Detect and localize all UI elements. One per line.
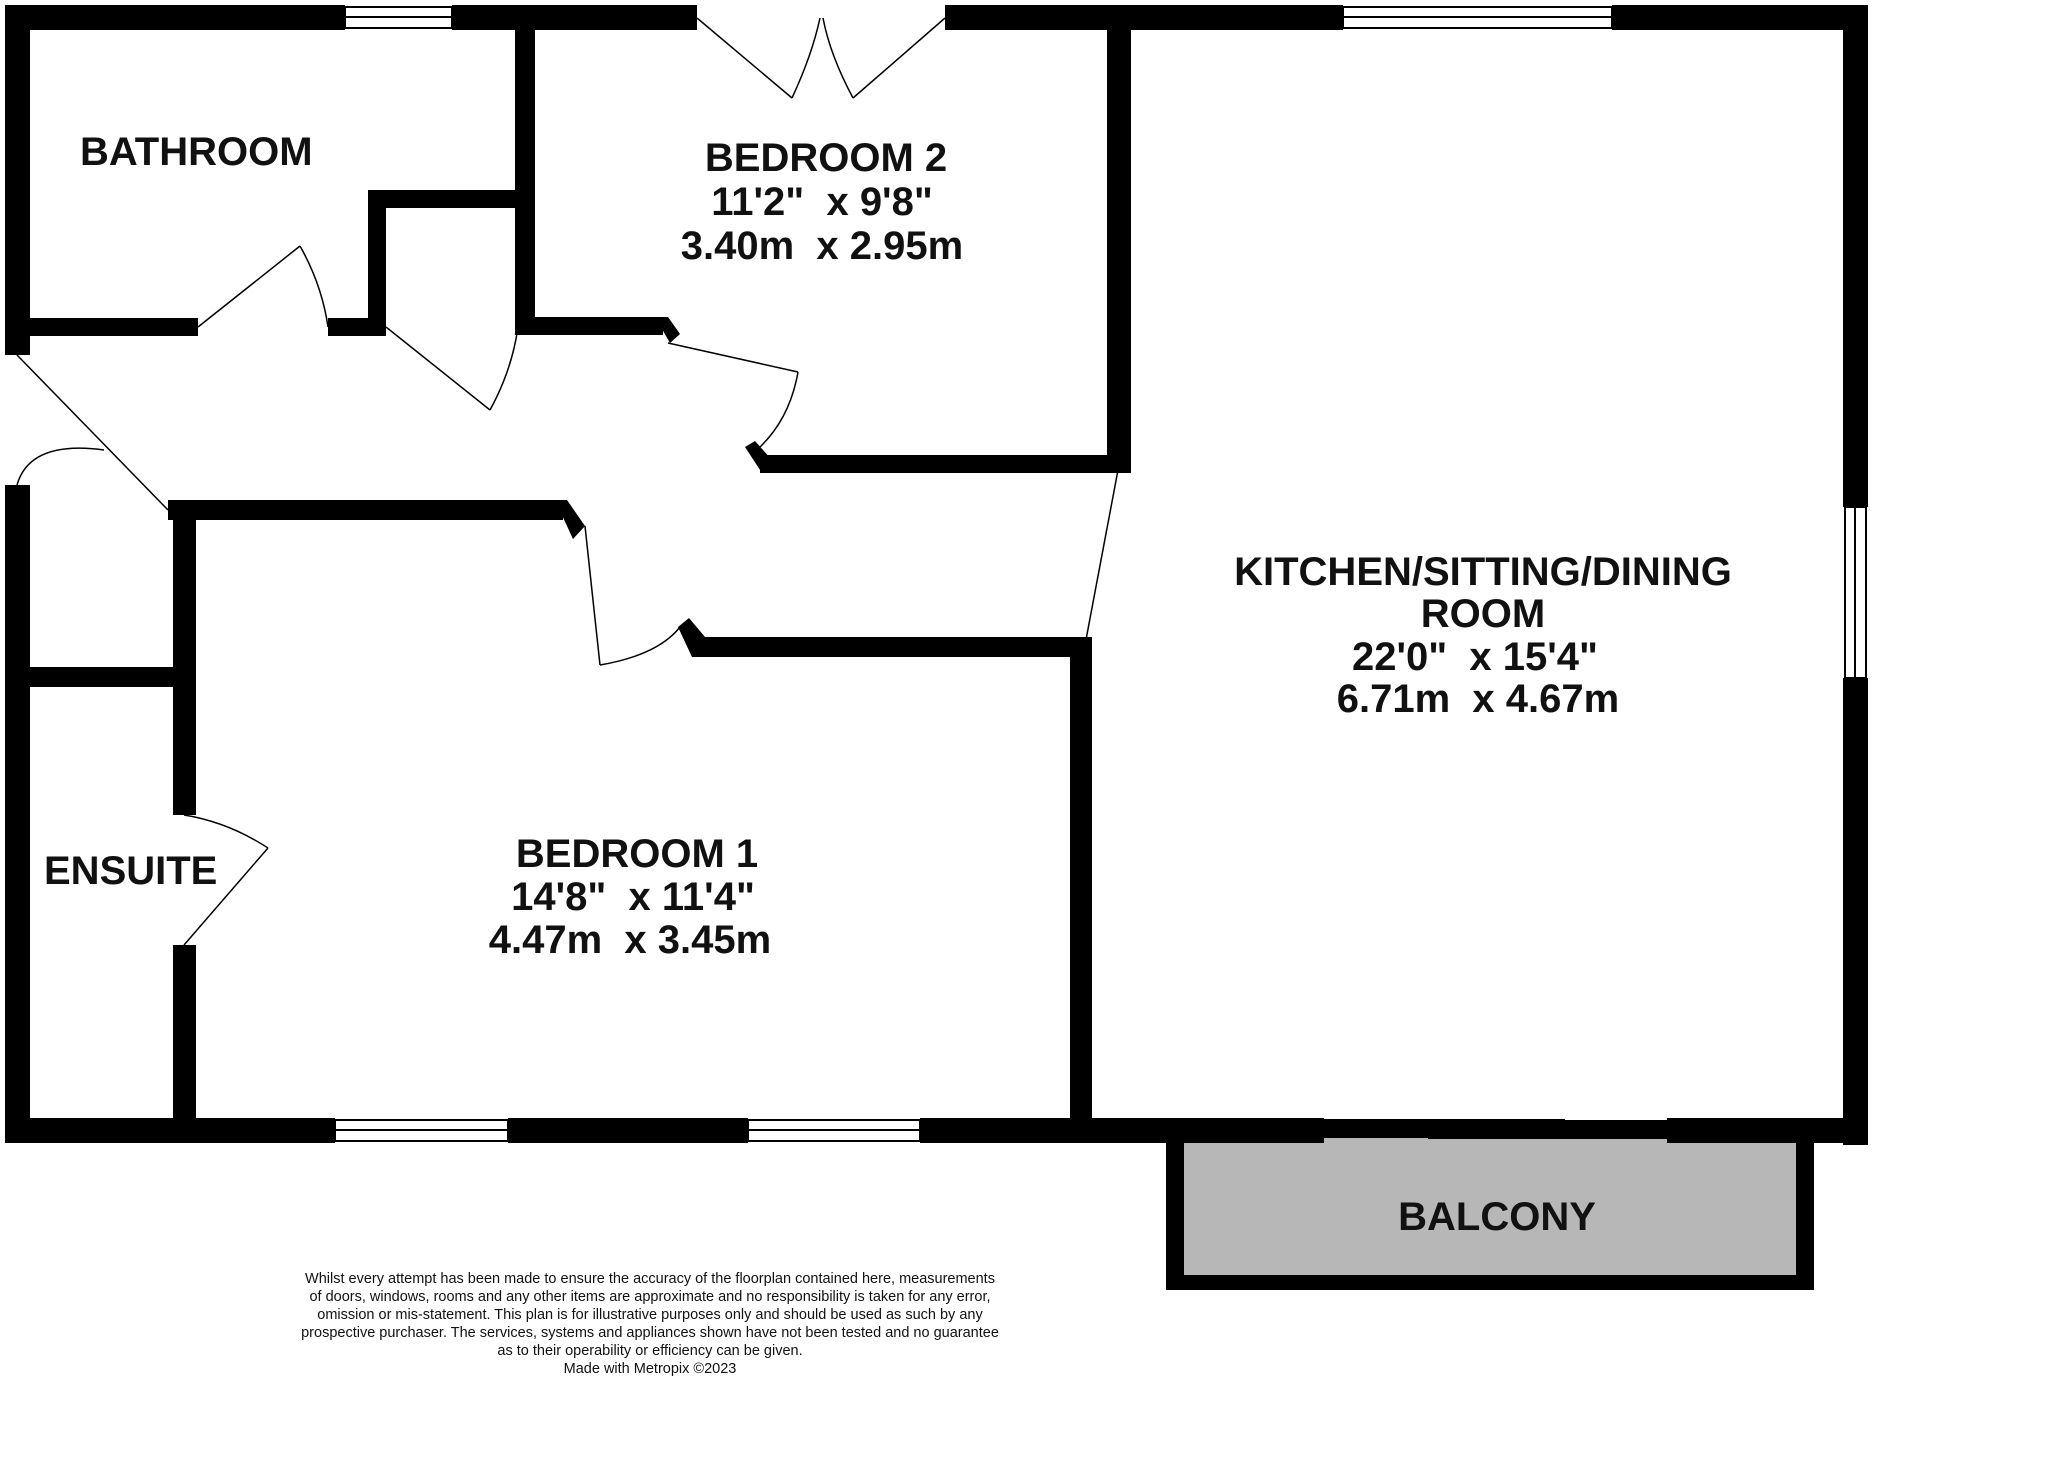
kitchen-metric: 6.71m x 4.67m [1336, 677, 1620, 721]
bedroom2-metric: 3.40m x 2.95m [680, 224, 964, 268]
bedroom1-imperial: 14'8" x 11'4" [511, 875, 755, 919]
kitchen-label-line1: KITCHEN/SITTING/DINING [1234, 550, 1732, 594]
balcony-label: BALCONY [1398, 1195, 1596, 1239]
bedroom1-label: BEDROOM 1 [515, 832, 759, 876]
ensuite-label: ENSUITE [44, 849, 218, 893]
kitchen-label-line2: ROOM [1420, 592, 1546, 636]
disclaimer-line: omission or mis-statement. This plan is for illustrative purposes only and should be used as such by any [317, 1307, 983, 1323]
bedroom2-label: BEDROOM 2 [704, 136, 948, 180]
bathroom-label: BATHROOM [80, 130, 313, 174]
disclaimer [250, 1270, 1050, 1378]
disclaimer-line: of doors, windows, rooms and any other items are approximate and no responsibility is taken for any error, [309, 1289, 991, 1305]
credit-line: Made with Metropix ©2023 [563, 1361, 737, 1377]
bedroom2-imperial: 11'2" x 9'8" [711, 180, 933, 224]
disclaimer-line: as to their operability or efficiency can be given. [497, 1343, 803, 1359]
disclaimer-line: Whilst every attempt has been made to ensure the accuracy of the floorplan contained here, measurements [305, 1271, 995, 1287]
bedroom1-metric: 4.47m x 3.45m [488, 918, 772, 962]
kitchen-imperial: 22'0" x 15'4" [1351, 635, 1599, 679]
disclaimer-line: prospective purchaser. The services, systems and appliances shown have not been tested and no guarantee [301, 1325, 999, 1341]
